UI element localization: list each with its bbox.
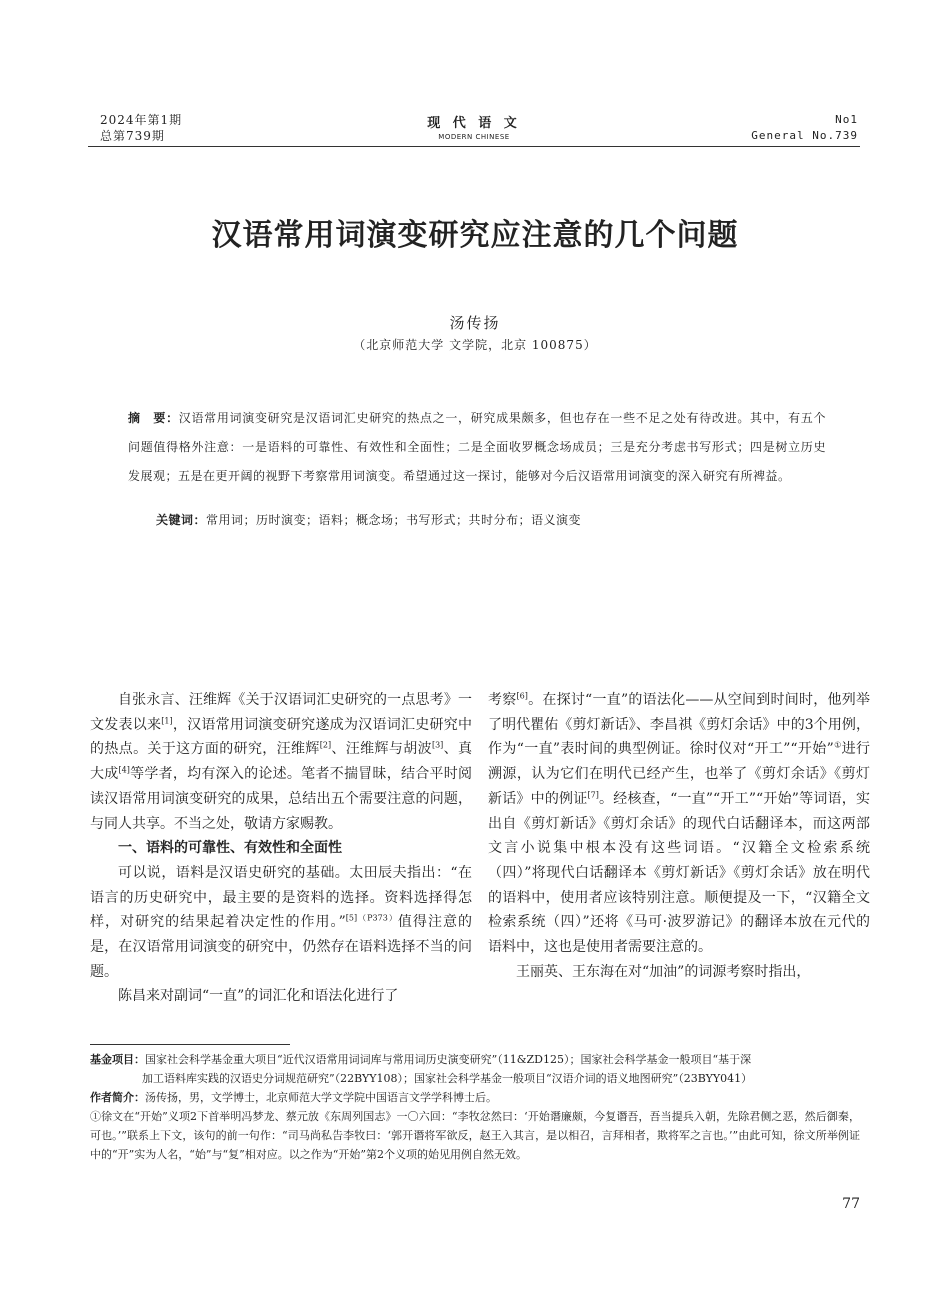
- fund-label: 基金项目：: [90, 1053, 145, 1066]
- keywords-label: 关键词：: [156, 513, 207, 527]
- citation-ref[interactable]: [5]（P373）: [345, 913, 398, 923]
- article-author: 汤传扬: [449, 314, 501, 332]
- paragraph: 可以说，语料是汉语史研究的基础。太田辰夫指出：“在语言的历史研究中，最主要的是资料的选择。资料选择得怎样，对研究的结果起着决定性的作用。”$^{[5](P373)}$值得注意的是，在汉语常用词演变的研究中，仍然存在语料选择不当的问题。: [90, 864, 473, 980]
- keywords: [156, 508, 826, 532]
- keywords-text: 常用词；历时演变；语料；概念场；书写形式；共时分布；语义演变: [206, 513, 582, 527]
- journal-name: [88, 116, 860, 142]
- fund-note-cont: 加工语料库实践的汉语史分词规范研究”（22BYY108）；国家社会科学基金一般项目“汉语介词的语义地图研究”（23BYY041）: [142, 1072, 753, 1085]
- running-header: [88, 112, 860, 147]
- page-number: 77: [842, 1196, 860, 1212]
- issue-total: 总第739期: [100, 129, 165, 143]
- footnote-marker[interactable]: ①: [833, 740, 842, 750]
- author-affiliation: （北京师范大学 文学院，北京 100875）: [353, 338, 597, 352]
- citation-ref[interactable]: [2]: [319, 740, 332, 750]
- paragraph: 自张永言、汪维辉《关于汉语词汇史研究的一点思考》一文发表以来[1]，汉语常用词演变研究遂成为汉语词汇史研究中的热点。关于这方面的研究，汪维辉[2]、汪维辉与胡波[3]、真大成[4]等学者，均有深入的论述。笔者不揣冒昧，结合平时阅读汉语常用词演变研究的成果，总结出五个需要注意的问题，与同人共享。不当之处，敬请方家赐教。: [90, 692, 473, 832]
- body-column-left: [90, 688, 472, 1009]
- paragraph: 考察[6]。在探讨“一直”的语法化——从空间到时间时，他列举了明代瞿佑《剪灯新话》、李昌祺《剪灯余话》中的3个用例，作为“一直”表时间的典型例证。徐时仪对“开工”“开始”①进行溯源，认为它们在明代已经产生，也举了《剪灯余话》《剪灯新话》中的例证[7]。经核查，“一直”“开工”“开始”等词语，实出自《剪灯新话》《剪灯余话》的现代白话翻译本，而这两部文言小说集中根本没有这些词语。“汉籍全文检索系统（四）”将现代白话翻译本《剪灯新话》《剪灯余话》放在明代的语料中，使用者应该特别注意。顺便提及一下，“汉籍全文检索系统（四）”还将《马可·波罗游记》的翻译本放在元代的语料中，这也是使用者需要注意的。: [488, 691, 871, 956]
- author-note-label: 作者简介：: [90, 1091, 145, 1104]
- citation-ref[interactable]: [4]: [118, 765, 130, 775]
- paragraph: 王丽英、王东海在对“加油”的词源考察时指出，: [516, 963, 811, 980]
- footnote-1: ①徐文在“开始”义项2下首举明冯梦龙、蔡元放《东周列国志》一〇六回：“李牧忿然曰：‘开始谮廉颇，今复谮吾，吾当提兵入朝，先除君侧之恶，然后御秦，可也。’”联系上下文，该句的前一句作：“司马尚私告李牧曰：‘郭开谮将军欲反，赵王入其言，是以相召，言拜相者，欺将军之言也。’”由此可知，徐文所举例证中的“开”实为人名，“始”与“复”相对应。以之作为“开始”第2个义项的始见用例自然无效。: [90, 1110, 860, 1161]
- article-title: 汉语常用词演变研究应注意的几个问题: [211, 218, 739, 253]
- issue-number: [751, 112, 858, 144]
- footnotes: [90, 1050, 860, 1164]
- journal-name-cn: 现 代 语 文: [427, 116, 521, 131]
- abstract-label: 摘 要：: [128, 411, 179, 425]
- citation-ref[interactable]: [6]: [516, 691, 528, 701]
- paragraph: 陈昌来对副词“一直”的词汇化和语法化进行了: [118, 988, 399, 1005]
- body-column-right: [488, 688, 870, 984]
- abstract: [128, 404, 826, 491]
- citation-ref[interactable]: [1]: [161, 716, 173, 726]
- citation-ref[interactable]: [7]: [587, 790, 599, 800]
- issue-year: 2024年第1期: [100, 113, 183, 127]
- issue-no: No1: [835, 113, 858, 126]
- journal-name-en: MODERN CHINESE: [438, 133, 510, 141]
- section-heading: 一、语料的可靠性、有效性和全面性: [118, 840, 342, 857]
- abstract-text: 汉语常用词演变研究是汉语词汇史研究的热点之一，研究成果颇多，但也存在一些不足之处有待改进。其中，有五个问题值得格外注意：一是语料的可靠性、有效性和全面性；二是全面收罗概念场成员；三是充分考虑书写形式；四是树立历史发展观；五是在更开阔的视野下考察常用词演变。希望通过这一探讨，能够对今后汉语常用词演变的深入研究有所裨益。: [128, 411, 826, 483]
- citation-ref[interactable]: [3]: [431, 740, 444, 750]
- author-note: 作者简介：汤传扬，男，文学博士，北京师范大学文学院中国语言文学学科博士后。: [90, 1091, 497, 1104]
- fund-note: 基金项目：国家社会科学基金重大项目“近代汉语常用词词库与常用词历史演变研究”（11&ZD125）；国家社会科学基金一般项目“基于深: [90, 1053, 752, 1066]
- issue-general-no: General No.739: [751, 129, 858, 142]
- footnote-divider: [90, 1044, 290, 1045]
